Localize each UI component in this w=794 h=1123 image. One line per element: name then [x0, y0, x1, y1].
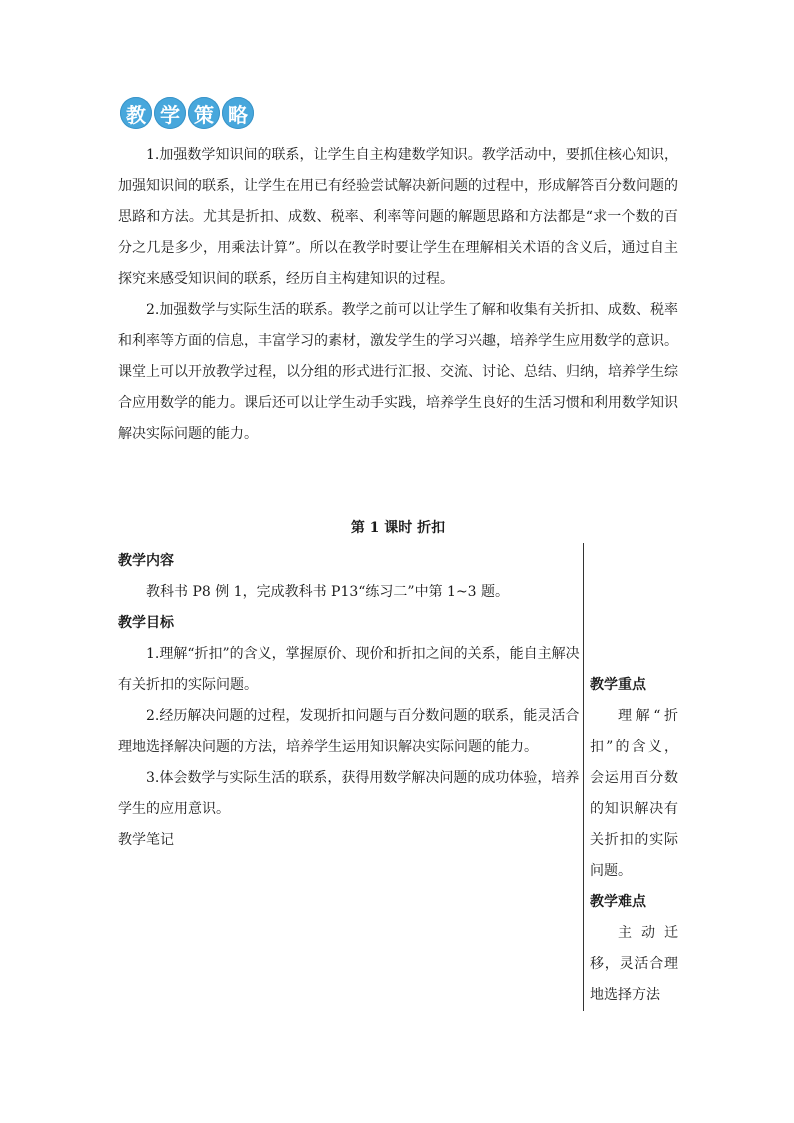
- goal-item-2: 2.经历解决问题的过程，发现折扣问题与百分数问题的联系，能灵活合理地选择解决问题的方法，培养学生运用知识解决实际问题的能力。: [118, 708, 580, 755]
- goals-heading: 教学目标: [118, 615, 174, 631]
- badge-char: 学: [154, 97, 186, 129]
- difficulty-heading: 教学难点: [590, 894, 646, 910]
- lesson-title: 第 1 课时 折扣: [350, 520, 446, 536]
- content-text: 教科书 P8 例 1，完成教科书 P13“练习二”中第 1~3 题。: [146, 584, 510, 600]
- lesson-side-column: [590, 670, 678, 1011]
- content-heading: 教学内容: [118, 553, 174, 569]
- goal-item-3: 3.体会数学与实际生活的联系，获得用数学解决问题的成功体验，培养学生的应用意识。: [118, 770, 580, 817]
- difficulty-text: 主动迁移，灵活合理地选择方法: [590, 925, 678, 1003]
- notes-label: 教学笔记: [118, 832, 174, 848]
- strategy-section: [118, 140, 678, 450]
- strategy-paragraph-1: 1.加强数学知识间的联系，让学生自主构建数学知识。教学活动中，要抓住核心知识，加强知识间的联系，让学生在用已有经验尝试解决新问题的过程中，形成解答百分数问题的思路和方法。尤其是折扣、成数、税率、利率等问题的解题思路和方法都是“求一个数的百分之几是多少，用乘法计算”。所以在教学时要让学生在理解相关术语的含义后，通过自主探究来感受知识间的联系，经历自主构建知识的过程。: [118, 147, 678, 287]
- key-point-heading: 教学重点: [590, 677, 646, 693]
- key-point-text: 理解“折扣”的含义，会运用百分数的知识解决有关折扣的实际问题。: [590, 708, 678, 879]
- goal-item-1: 1.理解“折扣”的含义，掌握原价、现价和折扣之间的关系，能自主解决有关折扣的实际问题。: [118, 646, 580, 693]
- badge-char: 略: [222, 97, 254, 129]
- section-badge-strategy: [120, 97, 256, 129]
- badge-char: 策: [188, 97, 220, 129]
- column-divider: [583, 543, 584, 1011]
- lesson-main-column: [118, 546, 580, 856]
- badge-char: 教: [120, 97, 152, 129]
- strategy-paragraph-2: 2.加强数学与实际生活的联系。教学之前可以让学生了解和收集有关折扣、成数、税率和利率等方面的信息，丰富学习的素材，激发学生的学习兴趣，培养学生应用数学的意识。课堂上可以开放教学过程，以分组的形式进行汇报、交流、讨论、总结、归纳，培养学生综合应用数学的能力。课后还可以让学生动手实践，培养学生良好的生活习惯和利用数学知识解决实际问题的能力。: [118, 302, 678, 442]
